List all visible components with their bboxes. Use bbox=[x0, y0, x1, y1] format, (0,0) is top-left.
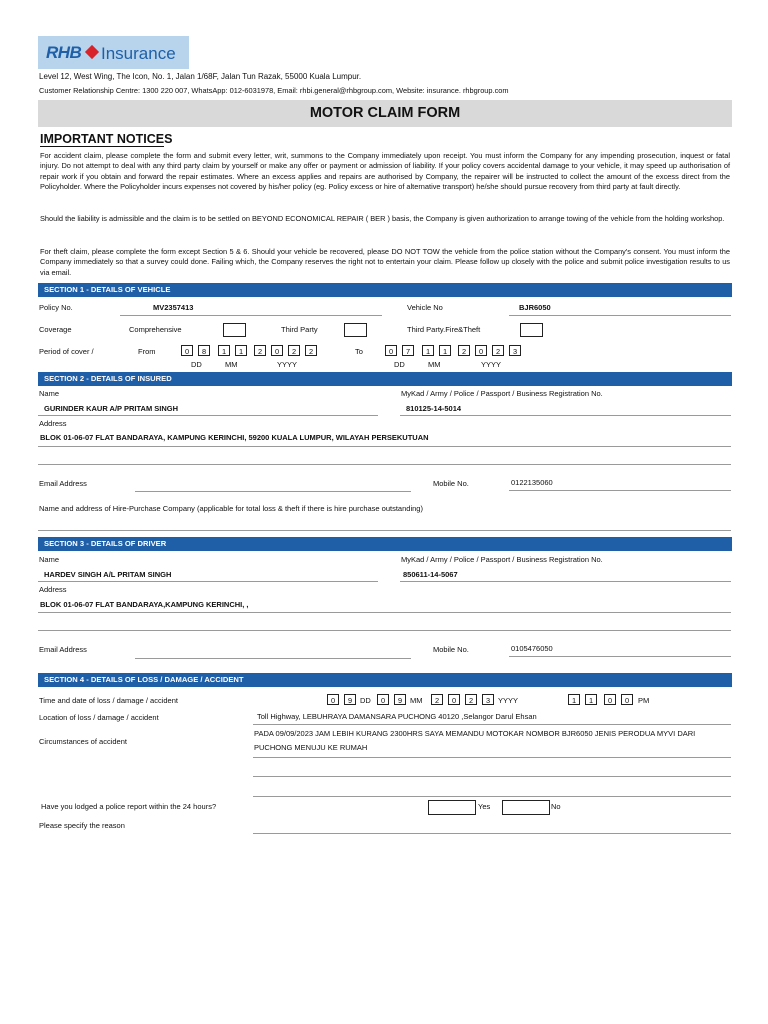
accident-location-value[interactable]: Toll Highway, LEBUHRAYA DAMANSARA PUCHONG 40120 ,Selangor Darul Ehsan bbox=[257, 712, 537, 721]
policy-no-label: Policy No. bbox=[39, 303, 73, 312]
to-date-digit[interactable]: 2 bbox=[458, 345, 470, 356]
coverage-third-party-checkbox[interactable] bbox=[344, 323, 367, 337]
rhb-insurance-logo: RHB Insurance bbox=[38, 36, 189, 69]
driver-email-line[interactable] bbox=[135, 658, 411, 659]
insured-name-label: Name bbox=[39, 389, 60, 398]
company-address: Level 12, West Wing, The Icon, No. 1, Jalan 1/68F, Jalan Tun Razak, 55000 Kuala Lumpur. bbox=[39, 72, 362, 81]
notice-paragraph-accident: For accident claim, please complete the form and submit every letter, writ, summons to the Company immediately upon receipt. You must inform the Company for any impending prosecution, inquest or fatal injury. Do not attempt to deal with any third party claim by yourself or make any offer or payment or admission of liability. If your policy covers accidental damage to your vehicle, it may speed up authorisation of repair work if you obtain and forward the repair estimates. Where an excess applies and repairs are authorised by Company, the repairer will be instructed to collect the amount of the excess direct from the Policyholder. Where the Policyholder incurs expenses not covered by his/her policy (eg. Policy excess or hire of alternative transport) he/she should pursue recovery from third party at fault directly. bbox=[40, 151, 730, 192]
insured-id-line bbox=[400, 415, 731, 416]
circumstances-line2[interactable]: PUCHONG MENUJU KE RUMAH bbox=[254, 743, 368, 752]
to-mm-label: MM bbox=[428, 360, 441, 369]
accident-month-digit[interactable]: 0 bbox=[377, 694, 389, 705]
driver-address-value[interactable]: BLOK 01-06-07 FLAT BANDARAYA,KAMPUNG KERINCHI, , bbox=[40, 600, 249, 609]
driver-address-line-1 bbox=[38, 612, 731, 613]
from-date-digit[interactable]: 2 bbox=[305, 345, 317, 356]
policy-no-value[interactable]: MV2357413 bbox=[153, 303, 194, 312]
reason-line[interactable] bbox=[253, 833, 731, 834]
accident-time-digit[interactable]: 0 bbox=[621, 694, 633, 705]
from-date-digit[interactable]: 0 bbox=[181, 345, 193, 356]
insured-address-label: Address bbox=[39, 419, 67, 428]
from-date-digit[interactable]: 1 bbox=[218, 345, 230, 356]
to-yyyy-label: YYYY bbox=[481, 360, 502, 369]
circumstances-label: Circumstances of accident bbox=[39, 737, 127, 746]
circumstances-rule-1 bbox=[253, 757, 731, 758]
from-mm-label: MM bbox=[225, 360, 238, 369]
coverage-tpft-label: Third Party.Fire&Theft bbox=[407, 325, 481, 334]
insured-id-label: MyKad / Army / Police / Passport / Business Registration No. bbox=[401, 389, 603, 398]
driver-mobile-label: Mobile No. bbox=[433, 645, 469, 654]
accident-month-digit[interactable]: 9 bbox=[394, 694, 406, 705]
to-dd-label: DD bbox=[394, 360, 405, 369]
from-date-digit[interactable]: 8 bbox=[198, 345, 210, 356]
to-date-digit[interactable]: 0 bbox=[475, 345, 487, 356]
accident-pm-label: PM bbox=[638, 696, 650, 705]
police-report-yes-checkbox[interactable] bbox=[428, 800, 476, 815]
police-report-no-label: No bbox=[551, 802, 561, 811]
to-date-digit[interactable]: 1 bbox=[422, 345, 434, 356]
coverage-label: Coverage bbox=[39, 325, 72, 334]
company-contact: Customer Relationship Centre: 1300 220 007, WhatsApp: 012-6031978, Email: rhbi.general@rhbgroup.com, Website: insurance. rhbgroup.com bbox=[39, 86, 509, 95]
insured-name-value[interactable]: GURINDER KAUR A/P PRITAM SINGH bbox=[44, 404, 179, 413]
driver-id-line bbox=[400, 581, 731, 582]
accident-location-label: Location of loss / damage / accident bbox=[39, 713, 159, 722]
section2-header: SECTION 2 - DETAILS OF INSURED bbox=[38, 372, 732, 386]
accident-year-digit[interactable]: 3 bbox=[482, 694, 494, 705]
vehicle-no-label: Vehicle No bbox=[407, 303, 443, 312]
police-report-yes-label: Yes bbox=[478, 802, 491, 811]
accident-year-digit[interactable]: 0 bbox=[448, 694, 460, 705]
hire-purchase-line[interactable] bbox=[38, 530, 731, 531]
from-date-digit[interactable]: 0 bbox=[271, 345, 283, 356]
to-date-digit[interactable]: 3 bbox=[509, 345, 521, 356]
accident-year-digit[interactable]: 2 bbox=[431, 694, 443, 705]
from-label: From bbox=[138, 347, 156, 356]
driver-name-line bbox=[38, 581, 378, 582]
from-date-digit[interactable]: 2 bbox=[288, 345, 300, 356]
policy-no-line bbox=[120, 315, 382, 316]
driver-name-value[interactable]: HARDEV SINGH A/L PRITAM SINGH bbox=[44, 570, 172, 579]
driver-id-value[interactable]: 850611-14-5067 bbox=[403, 570, 458, 579]
insured-name-line bbox=[38, 415, 378, 416]
police-report-label: Have you lodged a police report within the 24 hours? bbox=[41, 802, 217, 811]
insured-address-line-2 bbox=[38, 464, 731, 465]
insured-address-value[interactable]: BLOK 01-06-07 FLAT BANDARAYA, KAMPUNG KERINCHI, 59200 KUALA LUMPUR, WILAYAH PERSEKUTUAN bbox=[40, 433, 429, 442]
notice-paragraph-ber: Should the liability is admissible and the claim is to be settled on BEYOND ECONOMICAL REPAIR ( BER ) basis, the Company is given authorization to arrange towing of the vehicle from the holding workshop. bbox=[40, 214, 725, 223]
coverage-comprehensive-checkbox[interactable] bbox=[223, 323, 246, 337]
accident-day-digit[interactable]: 0 bbox=[327, 694, 339, 705]
accident-yyyy-label: YYYY bbox=[498, 696, 519, 705]
vehicle-no-value[interactable]: BJR6050 bbox=[519, 303, 551, 312]
insured-email-label: Email Address bbox=[39, 479, 87, 488]
section3-header: SECTION 3 - DETAILS OF DRIVER bbox=[38, 537, 732, 551]
logo-diamond-icon bbox=[85, 45, 99, 59]
from-yyyy-label: YYYY bbox=[277, 360, 298, 369]
accident-time-digit[interactable]: 0 bbox=[604, 694, 616, 705]
coverage-third-party-label: Third Party bbox=[281, 325, 318, 334]
notices-underline bbox=[40, 146, 164, 147]
from-date-digit[interactable]: 1 bbox=[235, 345, 247, 356]
insured-mobile-line bbox=[509, 490, 731, 491]
notices-title: IMPORTANT NOTICES bbox=[40, 132, 173, 146]
police-report-no-checkbox[interactable] bbox=[502, 800, 550, 815]
form-title: MOTOR CLAIM FORM bbox=[38, 100, 732, 127]
accident-time-digit[interactable]: 1 bbox=[568, 694, 580, 705]
accident-year-digit[interactable]: 2 bbox=[465, 694, 477, 705]
circumstances-line1[interactable]: PADA 09/09/2023 JAM LEBIH KURANG 2300HRS SAYA MEMANDU MOTOKAR NOMBOR BJR6050 JENIS PERODUA MYVI DARI bbox=[254, 729, 696, 738]
section4-header: SECTION 4 - DETAILS OF LOSS / DAMAGE / ACCIDENT bbox=[38, 673, 732, 687]
coverage-tpft-checkbox[interactable] bbox=[520, 323, 543, 337]
to-date-digit[interactable]: 7 bbox=[402, 345, 414, 356]
circumstances-rule-3 bbox=[253, 796, 731, 797]
period-of-cover-label: Period of cover / bbox=[39, 347, 94, 356]
accident-time-label: Time and date of loss / damage / accident bbox=[39, 696, 178, 705]
reason-label: Please specify the reason bbox=[39, 821, 125, 830]
accident-dd-label: DD bbox=[360, 696, 371, 705]
to-label: To bbox=[355, 347, 363, 356]
vehicle-no-line bbox=[509, 315, 731, 316]
driver-address-line-2 bbox=[38, 630, 731, 631]
insured-address-line-1 bbox=[38, 446, 731, 447]
accident-location-line bbox=[253, 724, 731, 725]
driver-name-label: Name bbox=[39, 555, 60, 564]
to-date-digit[interactable]: 2 bbox=[492, 345, 504, 356]
accident-day-digit[interactable]: 9 bbox=[344, 694, 356, 705]
circumstances-rule-2 bbox=[253, 776, 731, 777]
hire-purchase-label: Name and address of Hire-Purchase Company (applicable for total loss & theft if there is hire purchase outstanding) bbox=[39, 504, 423, 513]
insured-id-value[interactable]: 810125-14-5014 bbox=[406, 404, 462, 413]
driver-address-label: Address bbox=[39, 585, 67, 594]
driver-id-label: MyKad / Army / Police / Passport / Business Registration No. bbox=[401, 555, 603, 564]
coverage-comprehensive-label: Comprehensive bbox=[129, 325, 182, 334]
to-date-digit[interactable]: 0 bbox=[385, 345, 397, 356]
insured-mobile-value[interactable]: 0122135060 bbox=[511, 478, 553, 487]
insured-mobile-label: Mobile No. bbox=[433, 479, 469, 488]
notice-paragraph-theft: For theft claim, please complete the form except Section 5 & 6. Should your vehicle be recovered, please DO NOT TOW the vehicle from the police station without the Company's consent. You must inform the Company immediately so that a survey could done. Failing which, the Company reserves the right not to entertain your claim. Please follow up closely with the police and submit police investigation results to us via email. bbox=[40, 247, 730, 277]
from-date-digit[interactable]: 2 bbox=[254, 345, 266, 356]
driver-mobile-value[interactable]: 0105476050 bbox=[511, 644, 553, 653]
accident-mm-label: MM bbox=[410, 696, 423, 705]
driver-email-label: Email Address bbox=[39, 645, 87, 654]
section1-header: SECTION 1 - DETAILS OF VEHICLE bbox=[38, 283, 732, 297]
insured-email-line[interactable] bbox=[135, 491, 411, 492]
to-date-digit[interactable]: 1 bbox=[439, 345, 451, 356]
accident-time-digit[interactable]: 1 bbox=[585, 694, 597, 705]
driver-mobile-line bbox=[509, 656, 731, 657]
from-dd-label: DD bbox=[191, 360, 202, 369]
